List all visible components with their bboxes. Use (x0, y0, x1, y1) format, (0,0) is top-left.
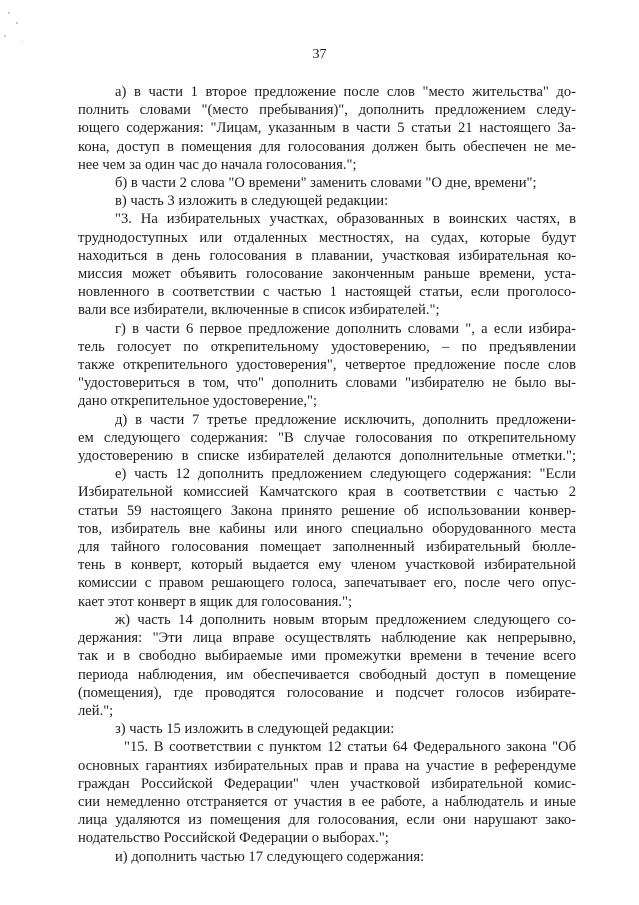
scan-speck (22, 41, 23, 42)
text-line: основных гарантиях избирательных прав и права на участие в референдуме (78, 757, 576, 774)
text-line: комиссии с правом решающего голоса, запечатывает его, после чего опус- (78, 575, 576, 592)
text-line: новленного в соответствии с частью 1 настоящей статьи, если проголосо- (78, 284, 576, 301)
text-line: г) в части 6 первое предложение дополнить словами ", а если избира- (115, 320, 576, 337)
text-line: д) в части 7 третье предложение исключить, дополнить предложени- (115, 411, 576, 428)
text-line: труднодоступных или отдаленных местностях, на судах, которые будут (78, 229, 576, 246)
text-line: тов, избиратель вне кабины или иного специально оборудованного места (78, 520, 576, 537)
text-line: ющего содержания: "Лицам, указанным в части 5 статьи 21 настоящего За- (78, 120, 576, 137)
text-line: ем следующего содержания: "В случае голосования по открепительному (78, 429, 576, 446)
scan-speck (16, 22, 18, 24)
text-line: статьи 59 настоящего Закона принято решение об использовании конвер- (78, 502, 576, 519)
text-line: е) часть 12 дополнить предложением следующего содержания: "Если (115, 466, 576, 483)
text-line: з) часть 15 изложить в следующей редакции: (115, 721, 395, 738)
text-line: нодательство Российской Федерации о выборах."; (78, 830, 389, 847)
text-line: тель голосует по открепительному удостоверению, – по предъявлении (78, 338, 576, 355)
page-number: 37 (312, 47, 327, 62)
body-text (78, 83, 576, 866)
text-line: б) в части 2 слова "О времени" заменить словами "О дне, времени"; (115, 175, 537, 192)
text-line: "15. В соответствии с пунктом 12 статьи 64 Федерального закона "Об (124, 739, 576, 756)
text-line: нее чем за один час до начала голосования."; (78, 156, 357, 173)
text-line: сии немедленно отстраняется от участия в ее работе, а наблюдатель и иные (78, 793, 576, 810)
scan-speck (8, 12, 10, 14)
scan-speck (4, 35, 6, 37)
text-line: для тайного голосования помещает заполненный избирательный бюлле- (78, 539, 576, 556)
text-line: кает этот конверт в ящик для голосования."; (78, 593, 353, 610)
text-line: так и в свободно выбираемые ими промежутки времени в течение всего (78, 648, 576, 665)
text-line: (помещения), где проводятся голосование и подсчет голосов избирате- (78, 684, 576, 701)
text-line: ж) часть 14 дополнить новым вторым предложением следующего со- (115, 611, 576, 628)
text-line: а) в части 1 второе предложение после слов "место жительства" до- (115, 84, 576, 100)
text-line: полнить словами "(место пребывания)", дополнить предложением следу- (78, 102, 576, 119)
text-line: "3. На избирательных участках, образованных в воинских частях, в (115, 211, 576, 228)
text-line: также открепительного удостоверения", четвертое предложение после слов (78, 357, 576, 374)
text-line: миссия может объявить голосование законченным раньше времени, уста- (78, 266, 576, 283)
text-line: кона, доступ в помещения для голосования должен быть обеспечен не ме- (78, 138, 576, 155)
text-line: в) часть 3 изложить в следующей редакции: (115, 193, 389, 210)
text-line: и) дополнить частью 17 следующего содержания: (115, 848, 425, 865)
text-line: лей."; (78, 702, 114, 719)
text-line: граждан Российской Федерации" член участковой избирательной комис- (78, 775, 576, 792)
text-line: лица удаляются из помещения для голосования, если они нарушают зако- (78, 812, 576, 829)
text-line: держания: "Эти лица вправе осуществлять наблюдение как непрерывно, (78, 630, 576, 647)
text-line: удостоверению в списке избирателей делаются дополнительные отметки."; (78, 448, 576, 465)
text-line: вали все избиратели, включенные в список избирателей."; (78, 302, 440, 319)
text-line: Избирательной комиссией Камчатского края в соответствии с частью 2 (78, 484, 576, 501)
text-line: "удостовериться в том, что" дополнить словами "избирателю не было вы- (78, 375, 576, 392)
text-line: находиться в день голосования в плавании, участковая избирательная ко- (78, 247, 576, 264)
text-line: периода наблюдения, им обеспечивается свободный доступ в помещение (78, 666, 576, 683)
text-line: дано открепительное удостоверение,"; (78, 393, 318, 410)
text-line: тень в конверт, который выдается ему членом участковой избирательной (78, 557, 576, 574)
